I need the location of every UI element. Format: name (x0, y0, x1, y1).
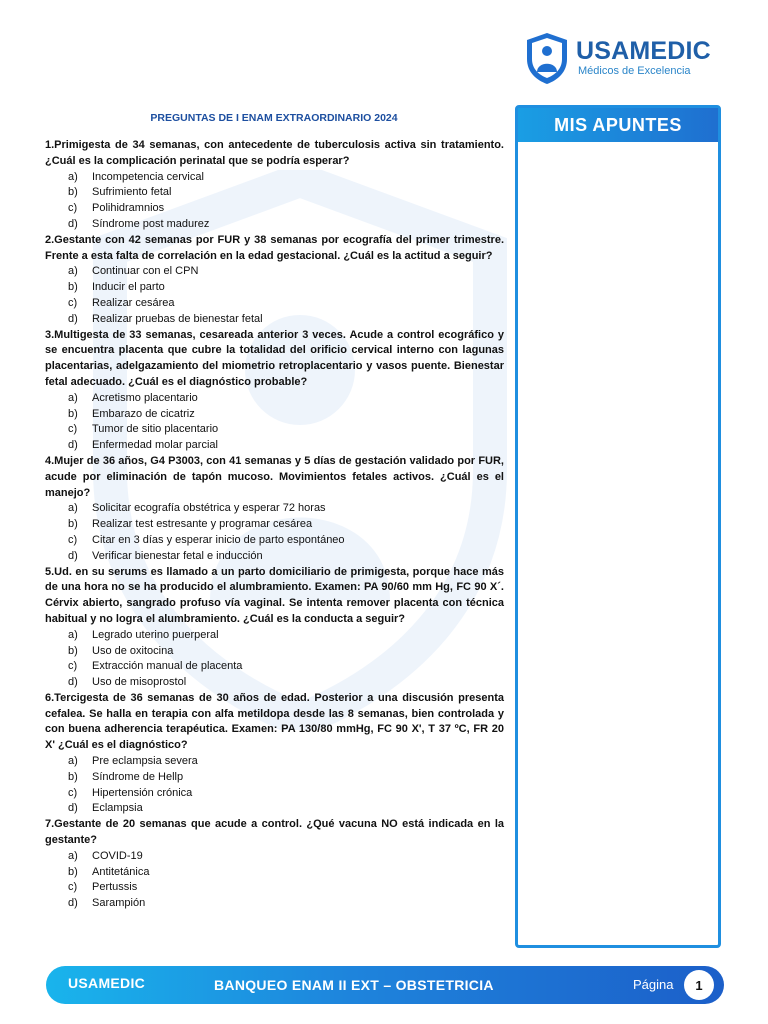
answer-option (45, 170, 504, 186)
option-letter: b) (68, 518, 78, 531)
page-footer (46, 966, 724, 1004)
option-text: Acretismo placentario (92, 391, 198, 404)
notes-panel[interactable] (515, 105, 721, 948)
answer-option (45, 644, 504, 660)
answer-option (45, 438, 504, 454)
option-letter: c) (68, 881, 78, 894)
options-list (45, 754, 504, 817)
option-text: Pre eclampsia severa (92, 755, 198, 768)
answer-option (45, 533, 504, 549)
question-stem: 2.Gestante con 42 semanas por FUR y 38 semanas por ecografía del primer trimestre. Frente a esta falta de correlación en la edad gestacional. ¿Cuál es la actitud a seguir? (45, 233, 504, 262)
option-letter: a) (68, 849, 78, 862)
question-stem: 6.Tercigesta de 36 semanas de 30 años de edad. Posterior a una discusión presenta cefalea. Se halla en terapia con alfa metildopa desde las 8 semanas, bien controlada y con buena adherencia terapéutica. Examen: PA 130/80 mmHg, FC 90 X', T 37 ºC, FR 20 X' ¿Cuál es el diagnóstico? (45, 691, 504, 752)
answer-option (45, 407, 504, 423)
option-letter: c) (68, 202, 78, 215)
answer-option (45, 628, 504, 644)
option-letter: b) (68, 770, 78, 783)
option-text: Síndrome de Hellp (92, 770, 184, 783)
answer-option (45, 849, 504, 865)
option-letter: a) (68, 170, 78, 183)
option-text: Extracción manual de placenta (92, 660, 243, 673)
brand-tagline: Médicos de Excelencia (578, 65, 691, 77)
options-list (45, 501, 504, 564)
shield-doctor-logo-icon (524, 31, 570, 85)
option-text: Legrado uterino puerperal (92, 628, 219, 641)
question-item (45, 328, 504, 454)
option-text: Eclampsia (92, 802, 143, 815)
answer-option (45, 770, 504, 786)
option-text: Verificar bienestar fetal e inducción (92, 549, 263, 562)
option-letter: b) (68, 407, 78, 420)
option-letter: d) (68, 802, 78, 815)
answer-option (45, 880, 504, 896)
option-letter: c) (68, 786, 78, 799)
answer-option (45, 517, 504, 533)
footer-page-label: Página (633, 977, 674, 992)
option-letter: a) (68, 502, 78, 515)
question-stem: 5.Ud. en su serums es llamado a un parto domiciliario de primigesta, porque hace más de una hora no se ha producido el alumbramiento. Examen: PA 90/60 mm Hg, FC 90 X´. Cérvix abierto, sangrado profuso vía vaginal. Se intenta remover placenta con técnica habitual y no logra el alumbramiento. ¿Cuál es la conducta a seguir? (45, 565, 504, 625)
question-item (45, 233, 504, 328)
option-letter: c) (68, 660, 78, 673)
option-letter: a) (68, 628, 78, 641)
option-text: COVID-19 (92, 849, 143, 862)
answer-option (45, 865, 504, 881)
answer-option (45, 801, 504, 817)
answer-option (45, 501, 504, 517)
question-stem: 4.Mujer de 36 años, G4 P3003, con 41 semanas y 5 días de gestación validado por FUR, acude por eliminación de tapón mucoso. Movimientos fetales activos. ¿Cuál es el manejo? (45, 454, 504, 499)
option-letter: b) (68, 186, 78, 199)
question-stem: 1.Primigesta de 34 semanas, con antecedente de tuberculosis activa sin tratamiento. ¿Cuál es la complicación perinatal que se podría esperar? (45, 139, 504, 167)
question-item (45, 454, 504, 565)
option-letter: b) (68, 281, 78, 294)
option-text: Realizar cesárea (92, 296, 175, 309)
option-letter: a) (68, 265, 78, 278)
question-item (45, 817, 504, 912)
option-letter: d) (68, 676, 78, 689)
answer-option (45, 896, 504, 912)
questions-list (45, 138, 504, 912)
answer-option (45, 754, 504, 770)
notes-panel-title: MIS APUNTES (518, 108, 718, 142)
option-text: Antitetánica (92, 865, 150, 878)
options-list (45, 170, 504, 233)
question-stem: 3.Multigesta de 33 semanas, cesareada anterior 3 veces. Acude a control ecográfico y se encuentra placenta que cubre la totalidad del orificio cervical interno con lagunas placentarias, adelgazamiento del miometrio retroplacentario y vasos puente. Bienestar fetal adecuado. ¿Cuál es el diagnóstico probable? (45, 328, 504, 388)
answer-option (45, 786, 504, 802)
option-text: Uso de misoprostol (92, 676, 187, 689)
answer-option (45, 422, 504, 438)
brand-name: USAMEDIC (576, 37, 711, 65)
option-text: Realizar pruebas de bienestar fetal (92, 312, 263, 325)
options-list (45, 264, 504, 327)
option-letter: d) (68, 312, 78, 325)
question-stem: 7.Gestante de 20 semanas que acude a control. ¿Qué vacuna NO está indicada en la gestante? (45, 818, 504, 847)
option-letter: a) (68, 391, 78, 404)
option-letter: d) (68, 439, 78, 452)
question-item (45, 138, 504, 233)
option-letter: c) (68, 296, 78, 309)
option-letter: c) (68, 423, 78, 436)
option-text: Enfermedad molar parcial (92, 439, 218, 452)
question-item (45, 565, 504, 691)
option-letter: d) (68, 549, 78, 562)
option-text: Inducir el parto (92, 281, 165, 294)
option-letter: b) (68, 644, 78, 657)
brand-logo (524, 30, 724, 86)
answer-option (45, 391, 504, 407)
footer-brand: USAMEDIC (68, 975, 146, 991)
answer-option (45, 201, 504, 217)
option-letter: c) (68, 533, 78, 546)
answer-option (45, 185, 504, 201)
answer-option (45, 675, 504, 691)
answer-option (45, 312, 504, 328)
answer-option (45, 296, 504, 312)
question-item (45, 691, 504, 817)
answer-option (45, 549, 504, 565)
option-letter: d) (68, 897, 78, 910)
answer-option (45, 659, 504, 675)
answer-option (45, 280, 504, 296)
option-letter: a) (68, 755, 78, 768)
options-list (45, 628, 504, 691)
answer-option (45, 217, 504, 233)
option-text: Sufrimiento fetal (92, 186, 172, 199)
option-text: Sarampión (92, 897, 146, 910)
option-text: Síndrome post madurez (92, 217, 210, 230)
option-text: Polihidramnios (92, 202, 165, 215)
option-text: Incompetencia cervical (92, 170, 204, 183)
option-text: Tumor de sitio placentario (92, 423, 219, 436)
option-text: Citar en 3 días y esperar inicio de parto espontáneo (92, 533, 345, 546)
option-text: Realizar test estresante y programar cesárea (92, 518, 313, 531)
option-text: Uso de oxitocina (92, 644, 174, 657)
option-letter: b) (68, 865, 78, 878)
option-text: Continuar con el CPN (92, 265, 199, 278)
option-text: Solicitar ecografía obstétrica y esperar 72 horas (92, 502, 326, 515)
option-text: Embarazo de cicatriz (92, 407, 195, 420)
page-number-badge: 1 (684, 970, 714, 1000)
options-list (45, 391, 504, 454)
options-list (45, 849, 504, 912)
document-title: PREGUNTAS DE I ENAM EXTRAORDINARIO 2024 (150, 112, 398, 124)
answer-option (45, 264, 504, 280)
option-text: Hipertensión crónica (92, 786, 193, 799)
option-letter: d) (68, 217, 78, 230)
footer-title: BANQUEO ENAM II EXT – OBSTETRICIA (214, 977, 494, 993)
option-text: Pertussis (92, 881, 138, 894)
